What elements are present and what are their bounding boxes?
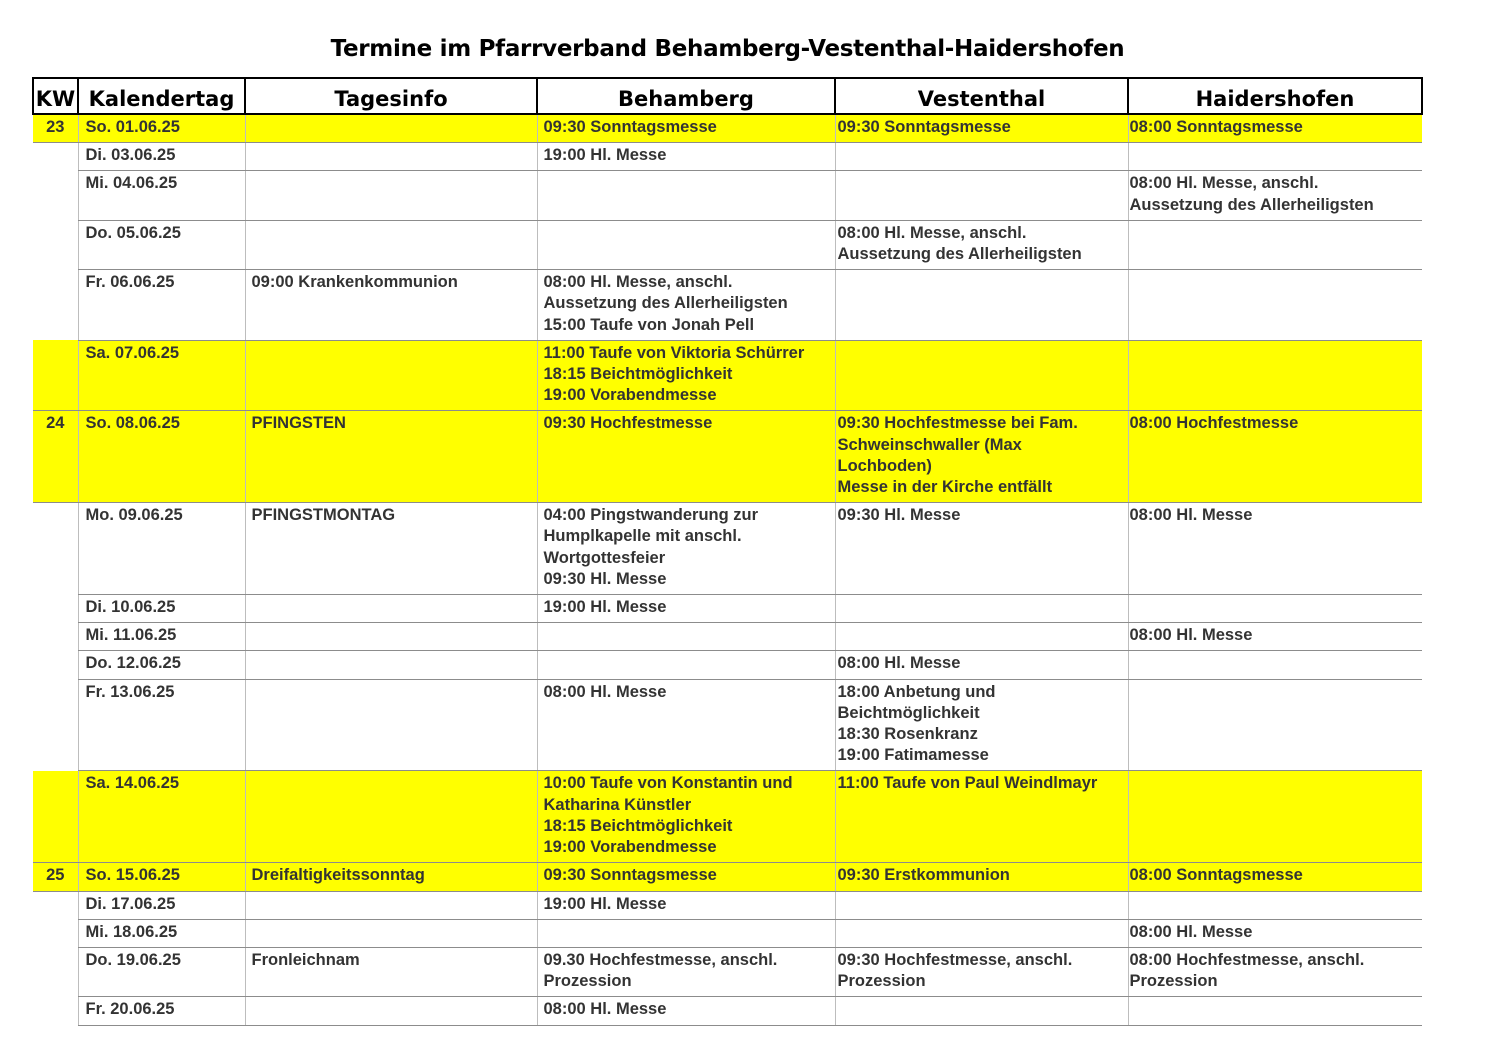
page-title: Termine im Pfarrverband Behamberg-Vestenthal-Haidershofen xyxy=(330,36,1125,62)
table-row xyxy=(33,595,1422,623)
table-row xyxy=(33,863,1422,891)
vestenthal-cell: 09:30 Hochfestmesse, anschl. Prozession xyxy=(835,947,1128,996)
kw-cell xyxy=(33,891,78,919)
behamberg-cell: 08:00 Hl. Messe xyxy=(537,997,835,1025)
header-behamberg: Behamberg xyxy=(537,78,835,114)
calendar-day-cell: Mo. 09.06.25 xyxy=(78,503,245,595)
day-info-cell xyxy=(245,997,537,1025)
behamberg-cell xyxy=(537,623,835,651)
table-row xyxy=(33,679,1422,771)
calendar-day-cell: Di. 10.06.25 xyxy=(78,595,245,623)
vestenthal-cell: 08:00 Hl. Messe, anschl. Aussetzung des Allerheiligsten xyxy=(835,220,1128,269)
calendar-day-cell: So. 15.06.25 xyxy=(78,863,245,891)
vestenthal-cell: 09:30 Hl. Messe xyxy=(835,503,1128,595)
header-vestenthal: Vestenthal xyxy=(835,78,1128,114)
vestenthal-cell: 18:00 Anbetung und Beichtmöglichkeit 18:30 Rosenkranz 19:00 Fatimamesse xyxy=(835,679,1128,771)
behamberg-cell: 19:00 Hl. Messe xyxy=(537,595,835,623)
header-haidershofen: Haidershofen xyxy=(1128,78,1422,114)
haidershofen-cell xyxy=(1128,270,1422,341)
calendar-day-cell: So. 01.06.25 xyxy=(78,114,245,143)
calendar-day-cell: Mi. 18.06.25 xyxy=(78,919,245,947)
haidershofen-cell xyxy=(1128,143,1422,171)
calendar-day-cell: Do. 12.06.25 xyxy=(78,651,245,679)
header-tagesinfo: Tagesinfo xyxy=(245,78,537,114)
behamberg-cell: 08:00 Hl. Messe, anschl. Aussetzung des Allerheiligsten 15:00 Taufe von Jonah Pell xyxy=(537,270,835,341)
table-row xyxy=(33,947,1422,996)
table-row xyxy=(33,771,1422,863)
kw-cell xyxy=(33,171,78,220)
calendar-day-cell: Fr. 06.06.25 xyxy=(78,270,245,341)
behamberg-cell: 09:30 Sonntagsmesse xyxy=(537,863,835,891)
header-row xyxy=(33,78,1422,114)
vestenthal-cell xyxy=(835,919,1128,947)
kw-cell xyxy=(33,623,78,651)
calendar-day-cell: Mi. 11.06.25 xyxy=(78,623,245,651)
day-info-cell xyxy=(245,623,537,651)
vestenthal-cell xyxy=(835,143,1128,171)
haidershofen-cell xyxy=(1128,651,1422,679)
vestenthal-cell: 11:00 Taufe von Paul Weindlmayr xyxy=(835,771,1128,863)
table-row xyxy=(33,651,1422,679)
table-row xyxy=(33,997,1422,1025)
vestenthal-cell: 09:30 Hochfestmesse bei Fam. Schweinschwaller (Max Lochboden) Messe in der Kirche entfällt xyxy=(835,411,1128,503)
vestenthal-cell xyxy=(835,340,1128,411)
behamberg-cell xyxy=(537,171,835,220)
calendar-day-cell: So. 08.06.25 xyxy=(78,411,245,503)
haidershofen-cell xyxy=(1128,771,1422,863)
haidershofen-cell xyxy=(1128,997,1422,1025)
day-info-cell: 09:00 Krankenkommunion xyxy=(245,270,537,341)
header-kalendertag: Kalendertag xyxy=(78,78,245,114)
haidershofen-cell: 08:00 Hl. Messe xyxy=(1128,623,1422,651)
table-row xyxy=(33,220,1422,269)
day-info-cell xyxy=(245,220,537,269)
calendar-day-cell: Mi. 04.06.25 xyxy=(78,171,245,220)
behamberg-cell xyxy=(537,919,835,947)
haidershofen-cell: 08:00 Hl. Messe xyxy=(1128,919,1422,947)
day-info-cell: PFINGSTEN xyxy=(245,411,537,503)
vestenthal-cell xyxy=(835,997,1128,1025)
vestenthal-cell xyxy=(835,171,1128,220)
table-row xyxy=(33,919,1422,947)
kw-cell xyxy=(33,651,78,679)
behamberg-cell: 11:00 Taufe von Viktoria Schürrer 18:15 Beichtmöglichkeit 19:00 Vorabendmesse xyxy=(537,340,835,411)
calendar-day-cell: Di. 03.06.25 xyxy=(78,143,245,171)
behamberg-cell: 19:00 Hl. Messe xyxy=(537,143,835,171)
haidershofen-cell: 08:00 Hl. Messe, anschl. Aussetzung des Allerheiligsten xyxy=(1128,171,1422,220)
day-info-cell xyxy=(245,143,537,171)
kw-cell xyxy=(33,595,78,623)
kw-cell xyxy=(33,997,78,1025)
haidershofen-cell xyxy=(1128,679,1422,771)
haidershofen-cell: 08:00 Sonntagsmesse xyxy=(1128,114,1422,143)
haidershofen-cell: 08:00 Hochfestmesse, anschl. Prozession xyxy=(1128,947,1422,996)
table-row xyxy=(33,171,1422,220)
day-info-cell xyxy=(245,919,537,947)
kw-cell: 24 xyxy=(33,411,78,503)
kw-cell xyxy=(33,919,78,947)
day-info-cell xyxy=(245,771,537,863)
haidershofen-cell xyxy=(1128,595,1422,623)
day-info-cell: Dreifaltigkeitssonntag xyxy=(245,863,537,891)
kw-cell xyxy=(33,270,78,341)
haidershofen-cell xyxy=(1128,340,1422,411)
behamberg-cell xyxy=(537,651,835,679)
day-info-cell xyxy=(245,171,537,220)
vestenthal-cell: 09:30 Erstkommunion xyxy=(835,863,1128,891)
kw-cell xyxy=(33,679,78,771)
table-row xyxy=(33,114,1422,143)
table-row xyxy=(33,411,1422,503)
vestenthal-cell xyxy=(835,891,1128,919)
behamberg-cell: 04:00 Pingstwanderung zur Humplkapelle mit anschl. Wortgottesfeier 09:30 Hl. Messe xyxy=(537,503,835,595)
day-info-cell xyxy=(245,651,537,679)
kw-cell xyxy=(33,220,78,269)
calendar-day-cell: Sa. 07.06.25 xyxy=(78,340,245,411)
kw-cell: 23 xyxy=(33,114,78,143)
vestenthal-cell xyxy=(835,595,1128,623)
haidershofen-cell xyxy=(1128,220,1422,269)
kw-cell xyxy=(33,947,78,996)
kw-cell xyxy=(33,340,78,411)
table-row xyxy=(33,340,1422,411)
table-row xyxy=(33,503,1422,595)
vestenthal-cell: 09:30 Sonntagsmesse xyxy=(835,114,1128,143)
day-info-cell xyxy=(245,114,537,143)
vestenthal-cell xyxy=(835,270,1128,341)
behamberg-cell: 09.30 Hochfestmesse, anschl. Prozession xyxy=(537,947,835,996)
table-row xyxy=(33,143,1422,171)
schedule-table xyxy=(32,77,1423,1026)
calendar-day-cell: Fr. 20.06.25 xyxy=(78,997,245,1025)
calendar-day-cell: Di. 17.06.25 xyxy=(78,891,245,919)
vestenthal-cell xyxy=(835,623,1128,651)
kw-cell xyxy=(33,503,78,595)
haidershofen-cell: 08:00 Sonntagsmesse xyxy=(1128,863,1422,891)
day-info-cell xyxy=(245,679,537,771)
schedule-body xyxy=(33,114,1422,1025)
table-row xyxy=(33,891,1422,919)
kw-cell xyxy=(33,771,78,863)
day-info-cell xyxy=(245,891,537,919)
calendar-day-cell: Fr. 13.06.25 xyxy=(78,679,245,771)
day-info-cell xyxy=(245,595,537,623)
calendar-day-cell: Do. 05.06.25 xyxy=(78,220,245,269)
day-info-cell: Fronleichnam xyxy=(245,947,537,996)
day-info-cell xyxy=(245,340,537,411)
behamberg-cell: 09:30 Sonntagsmesse xyxy=(537,114,835,143)
calendar-day-cell: Sa. 14.06.25 xyxy=(78,771,245,863)
calendar-day-cell: Do. 19.06.25 xyxy=(78,947,245,996)
behamberg-cell xyxy=(537,220,835,269)
vestenthal-cell: 08:00 Hl. Messe xyxy=(835,651,1128,679)
header-kw: KW xyxy=(33,78,78,114)
behamberg-cell: 09:30 Hochfestmesse xyxy=(537,411,835,503)
haidershofen-cell: 08:00 Hl. Messe xyxy=(1128,503,1422,595)
table-row xyxy=(33,270,1422,341)
behamberg-cell: 19:00 Hl. Messe xyxy=(537,891,835,919)
behamberg-cell: 10:00 Taufe von Konstantin und Katharina Künstler 18:15 Beichtmöglichkeit 19:00 Vorabendmesse xyxy=(537,771,835,863)
haidershofen-cell xyxy=(1128,891,1422,919)
kw-cell xyxy=(33,143,78,171)
table-row xyxy=(33,623,1422,651)
behamberg-cell: 08:00 Hl. Messe xyxy=(537,679,835,771)
haidershofen-cell: 08:00 Hochfestmesse xyxy=(1128,411,1422,503)
kw-cell: 25 xyxy=(33,863,78,891)
day-info-cell: PFINGSTMONTAG xyxy=(245,503,537,595)
